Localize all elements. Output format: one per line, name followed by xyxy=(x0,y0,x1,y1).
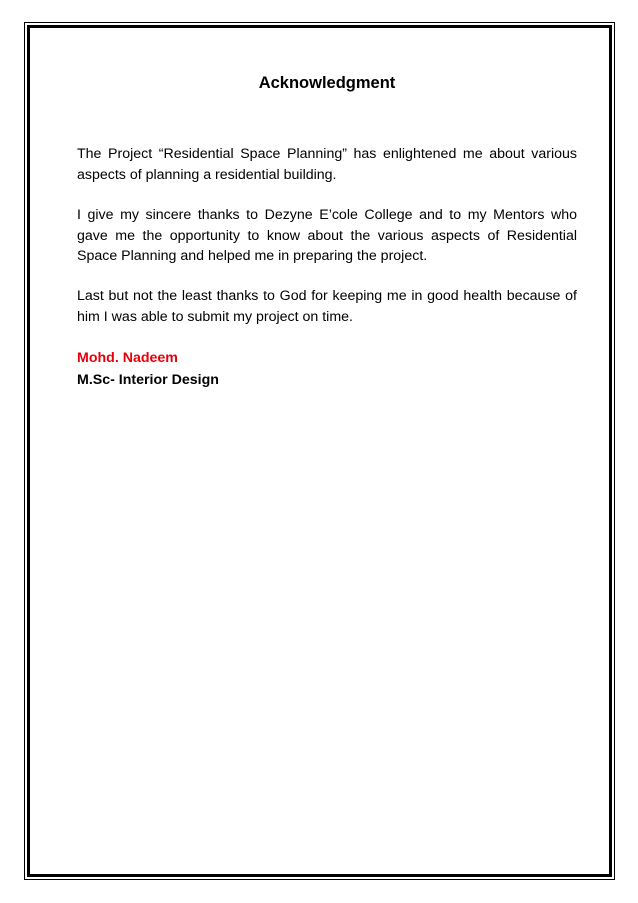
paragraph-thanks: I give my sincere thanks to Dezyne E’cole College and to my Mentors who gave me the opportunity to know about the various aspects of Residential Space Planning and helped me in preparing the project. xyxy=(77,207,577,264)
paragraph-intro: The Project “Residential Space Planning” has enlightened me about various aspects of planning a residential building. xyxy=(77,146,577,183)
signature-designation: M.Sc- Interior Design xyxy=(77,372,219,388)
paragraph-closing: Last but not the least thanks to God for keeping me in good health because of him I was able to submit my project on time. xyxy=(77,288,577,325)
signature-name: Mohd. Nadeem xyxy=(77,350,178,366)
page-title: Acknowledgment xyxy=(258,74,396,92)
